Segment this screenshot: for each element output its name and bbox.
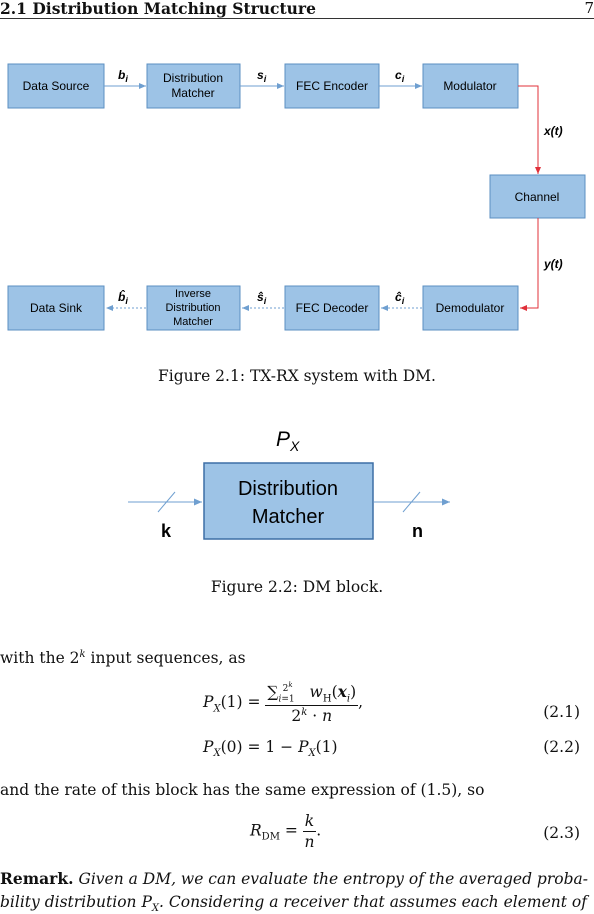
px-label: $P_X$: [276, 428, 300, 454]
equation-2-1-number: (2.1): [543, 703, 580, 721]
running-header: [0, 0, 594, 19]
section-title: 2.1 Distribution Matching Structure: [0, 0, 316, 18]
signal-b-label: $b_i$: [118, 68, 128, 84]
signal-s-label: $s_i$: [257, 68, 267, 84]
signal-x-label: x(t): [544, 124, 563, 138]
equation-2-3-number: (2.3): [543, 824, 580, 842]
svg-text:FEC Encoder: FEC Encoder: [295, 79, 369, 93]
remark-line-2: bility distribution $P_X$. Considering a receiver that assumes each element of: [0, 893, 587, 914]
equation-2-3: $R_{DM}$ = $\frac{k}{n}$ .: [250, 812, 322, 851]
svg-text:Channel: Channel: [514, 190, 560, 204]
inverse-distribution-matcher-block: [147, 286, 240, 330]
svg-text:Matcher: Matcher: [171, 86, 215, 100]
signal-y-label: y(t): [544, 257, 563, 271]
demodulator-block: [423, 286, 518, 330]
svg-text:Inverse: Inverse: [174, 288, 212, 300]
svg-text:Demodulator: Demodulator: [435, 301, 505, 315]
signal-b-hat-label: $b̂_i$: [118, 290, 128, 306]
svg-text:Data Sink: Data Sink: [29, 301, 83, 315]
output-n-label: n: [412, 521, 423, 541]
arrow-channel-to-demod: [520, 218, 538, 308]
modulator-block: [423, 64, 518, 108]
svg-text:Distribution: Distribution: [162, 71, 224, 85]
equation-2-1: $P_X(1)$ = $\frac{\sum_{i=1}^{2^k} w_H(x_i)}{2^k \cdot n}$ ,: [203, 681, 364, 726]
signal-c-label: $c_i$: [395, 68, 405, 84]
data-sink-block: [8, 286, 104, 330]
svg-text:Data Source: Data Source: [22, 79, 90, 93]
data-source-block: [8, 64, 104, 108]
svg-text:Distribution: Distribution: [237, 478, 339, 500]
equation-2-2-number: (2.2): [543, 738, 580, 756]
svg-text:FEC Decoder: FEC Decoder: [295, 301, 369, 315]
distribution-matcher-block: [147, 64, 240, 108]
svg-text:Matcher: Matcher: [173, 316, 213, 328]
svg-text:Matcher: Matcher: [251, 506, 325, 528]
page-number: 7: [584, 0, 594, 17]
signal-s-hat-label: $ŝ_i$: [257, 290, 267, 306]
figure-dm-block: [0, 420, 594, 545]
fec-encoder-block: [285, 64, 379, 108]
fec-decoder-block: [285, 286, 379, 330]
remark-label: Remark.: [0, 869, 74, 888]
figure-2-2-caption: Figure 2.2: DM block.: [210, 578, 384, 596]
svg-text:Distribution: Distribution: [165, 302, 221, 314]
dm-block: [204, 463, 373, 539]
arrow-mod-to-channel: [518, 86, 538, 174]
input-k-label: k: [161, 521, 172, 541]
figure-tx-rx-diagram: [0, 56, 594, 346]
rate-sentence: and the rate of this block has the same expression of (1.5), so: [0, 781, 485, 799]
figure-2-1-caption: Figure 2.1: TX-RX system with DM.: [158, 367, 436, 385]
signal-c-hat-label: $ĉ_i$: [395, 290, 405, 306]
intro-sentence: with the 2$^k$ input sequences, as: [0, 649, 246, 668]
channel-block: [490, 175, 585, 218]
remark-line-1: Remark. Given a DM, we can evaluate the entropy of the averaged proba-: [0, 869, 588, 888]
svg-text:Modulator: Modulator: [443, 79, 497, 93]
equation-2-2: $P_X(0) = 1 - P_X(1)$: [203, 738, 338, 760]
